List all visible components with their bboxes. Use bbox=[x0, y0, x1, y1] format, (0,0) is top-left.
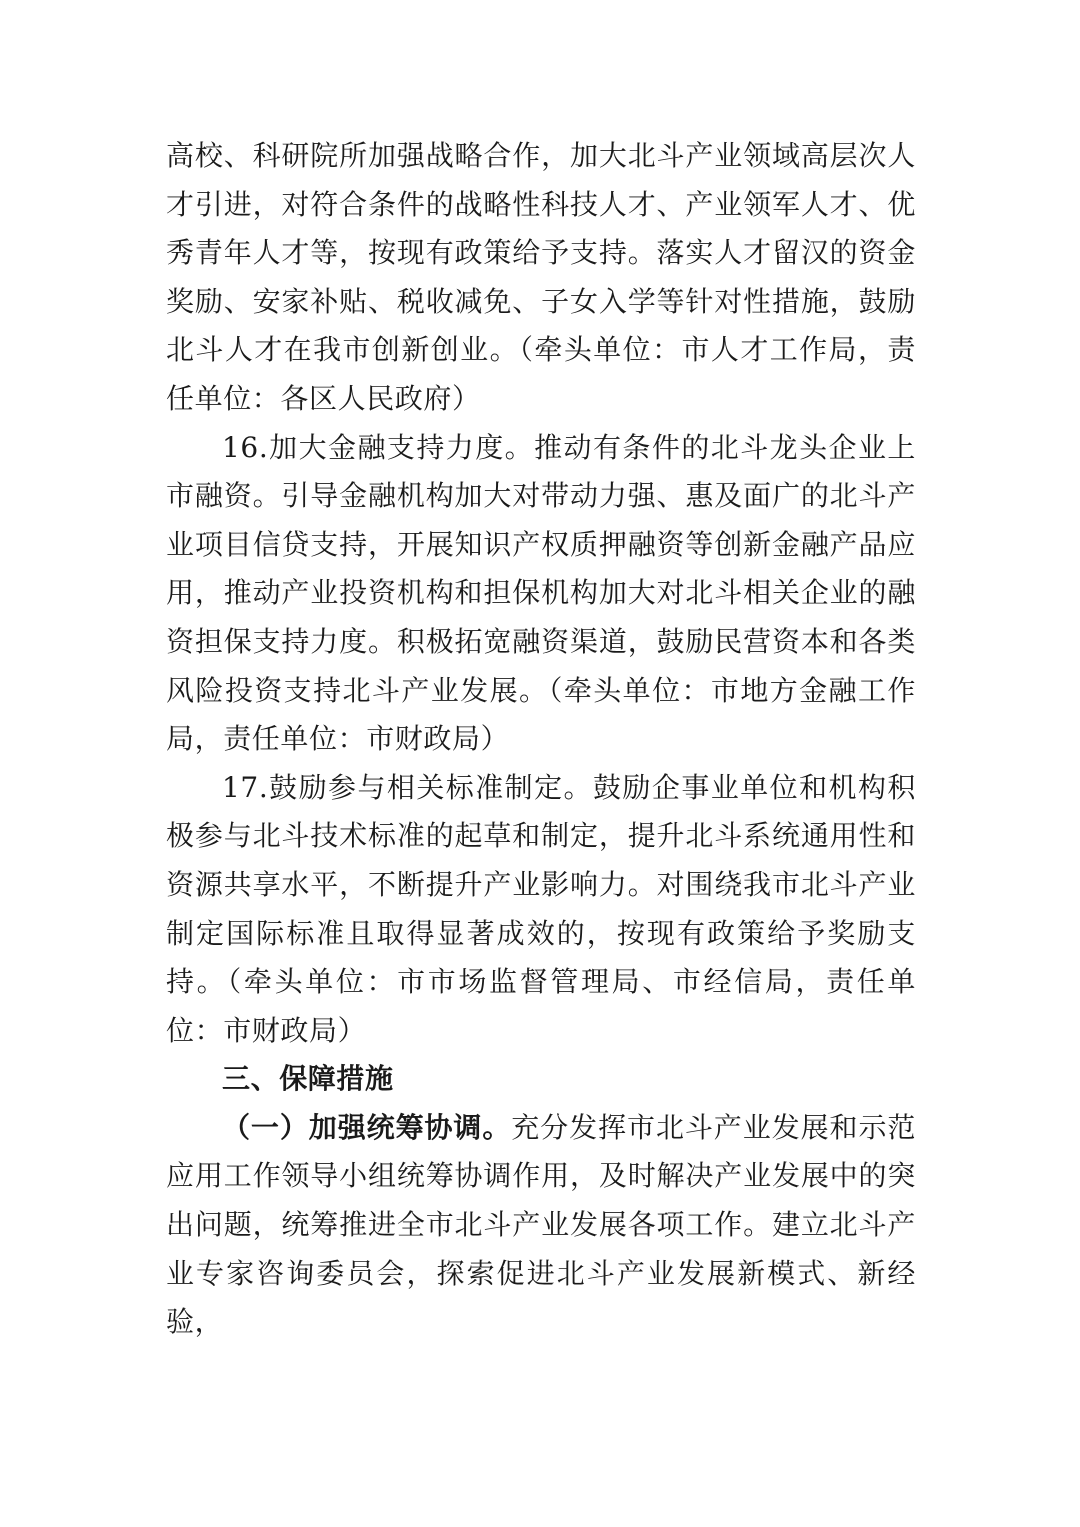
section-heading: 三、保障措施 bbox=[222, 1062, 394, 1096]
paragraph-coordination-text: 充分发挥市北斗产业发展和示范应用工作领导小组统筹协调作用，及时解决产业发展中的突出问题，统筹推进全市北斗产业发展各项工作。建立北斗产业专家咨询委员会，探索促进北斗产业发展新模式、新经验， bbox=[166, 1110, 916, 1339]
paragraph-lead-title: （一）加强统筹协调。 bbox=[222, 1110, 512, 1144]
paragraph-standards: 17.鼓励参与相关标准制定。鼓励企事业单位和机构积极参与北斗技术标准的起草和制定，提升北斗系统通用性和资源共享水平，不断提升产业影响力。对围绕我市北斗产业制定国际标准且取得显著成效的，按现有政策给予奖励支持。（牵头单位：市市场监督管理局、市经信局，责任单位：市财政局） bbox=[166, 770, 916, 1047]
document-body bbox=[166, 132, 916, 1347]
paragraph-financial-support: 16.加大金融支持力度。推动有条件的北斗龙头企业上市融资。引导金融机构加大对带动力强、惠及面广的北斗产业项目信贷支持，开展知识产权质押融资等创新金融产品应用，推动产业投资机构和担保机构加大对北斗相关企业的融资担保支持力度。积极拓宽融资渠道，鼓励民营资本和各类风险投资支持北斗产业发展。（牵头单位：市地方金融工作局，责任单位：市财政局） bbox=[166, 430, 916, 756]
paragraph-coordination bbox=[166, 1104, 916, 1347]
paragraph-talent-support: 高校、科研院所加强战略合作，加大北斗产业领域高层次人才引进，对符合条件的战略性科技人才、产业领军人才、优秀青年人才等，按现有政策给予支持。落实人才留汉的资金奖励、安家补贴、税收减免、子女入学等针对性措施，鼓励北斗人才在我市创新创业。（牵头单位：市人才工作局，责任单位：各区人民政府） bbox=[166, 139, 916, 415]
